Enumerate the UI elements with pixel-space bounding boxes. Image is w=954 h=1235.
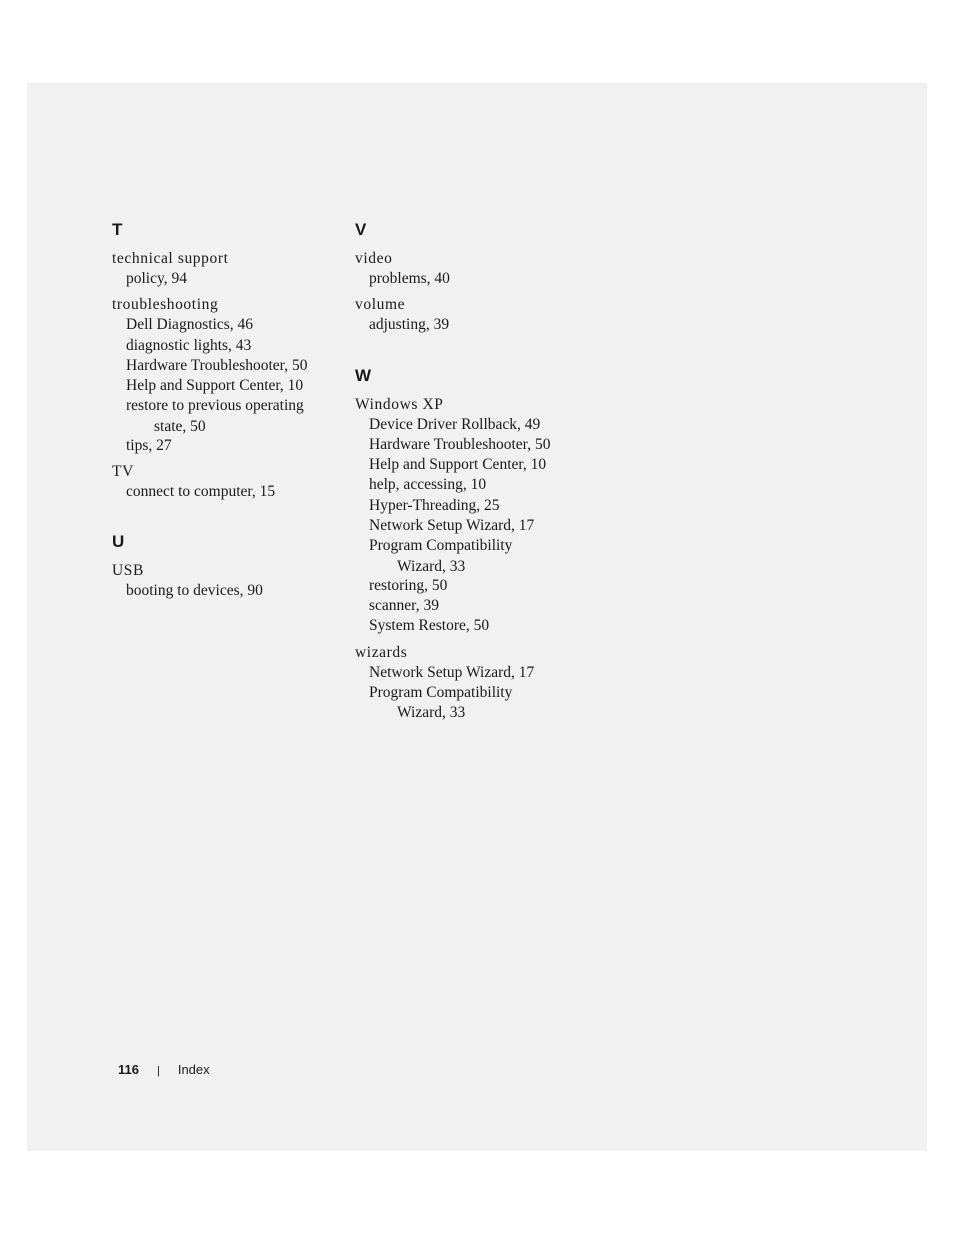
index-subentry: [355, 415, 585, 435]
subentry-text: help, accessing, 10: [369, 476, 487, 494]
index-subentry: [112, 482, 342, 502]
index-column-left: [112, 220, 342, 632]
subentry-text: tips, 27: [126, 436, 172, 454]
index-term: Windows XP: [355, 395, 444, 413]
subentry-text: problems, 40: [369, 270, 450, 287]
index-subentry: [355, 683, 585, 722]
page-number: 116: [118, 1062, 139, 1077]
index-subentry: [355, 616, 585, 636]
index-section-t: [112, 220, 342, 502]
subentry-text: scanner, 39: [369, 596, 439, 614]
index-section-u: [112, 532, 342, 601]
subentry-text: diagnostic lights, 43: [126, 336, 252, 354]
index-term: technical support: [112, 250, 229, 267]
page-footer: [118, 1061, 210, 1080]
subentry-text: Program Compatibility: [369, 537, 513, 555]
subentry-continuation: Wizard, 33: [397, 557, 466, 575]
subentry-text: Hardware Troubleshooter, 50: [369, 435, 551, 453]
index-entry: [112, 561, 342, 601]
index-subentry: [355, 269, 585, 289]
subentry-text: Program Compatibility: [369, 683, 513, 701]
index-subentry: [112, 396, 342, 435]
index-subentry: [112, 376, 342, 396]
footer-section-title: Index: [177, 1062, 210, 1077]
index-subentry: [355, 576, 585, 596]
subentry-text: connect to computer, 15: [126, 483, 276, 501]
subentry-text: adjusting, 39: [369, 316, 450, 334]
index-subentry: [355, 596, 585, 616]
index-subentry: [112, 581, 342, 601]
index-subentry: [355, 475, 585, 495]
subentry-text: restoring, 50: [369, 576, 448, 594]
index-subentry: [112, 336, 342, 356]
subentry-continuation: Wizard, 33: [397, 704, 466, 722]
subentry-text: Device Driver Rollback, 49: [369, 415, 541, 433]
index-subentry: [112, 269, 342, 289]
page-sheet: [27, 83, 927, 1151]
section-letter: W: [355, 365, 372, 385]
index-entry: [112, 462, 342, 502]
subentry-continuation: state, 50: [154, 417, 206, 435]
index-term: troubleshooting: [112, 296, 219, 314]
index-term: video: [355, 250, 393, 267]
subentry-text: Network Setup Wizard, 17: [369, 517, 535, 535]
index-entry: [355, 295, 585, 335]
subentry-text: Hyper-Threading, 25: [369, 496, 500, 514]
index-term: volume: [355, 296, 406, 314]
subentry-text: restore to previous operating: [126, 397, 304, 415]
section-letter: T: [112, 220, 123, 239]
index-section-w: [355, 366, 585, 723]
index-subentry: [355, 663, 585, 683]
index-subentry: [355, 435, 585, 455]
index-subentry: [112, 436, 342, 456]
index-subentry: [355, 536, 585, 575]
subentry-text: booting to devices, 90: [126, 582, 263, 600]
index-subentry: [112, 315, 342, 335]
index-subentry: [355, 516, 585, 536]
subentry-text: Help and Support Center, 10: [126, 377, 304, 395]
footer-separator: |: [156, 1065, 160, 1077]
subentry-text: policy, 94: [126, 270, 187, 287]
index-entry: [355, 643, 585, 723]
index-subentry: [355, 315, 585, 335]
index-term: USB: [112, 562, 144, 580]
index-term: wizards: [355, 643, 408, 661]
index-entry: [112, 249, 342, 289]
index-entry: [355, 249, 585, 289]
index-subentry: [112, 356, 342, 376]
index-subentry: [355, 496, 585, 516]
index-column-right: [355, 220, 585, 752]
index-entry: [112, 295, 342, 456]
index-subentry: [355, 455, 585, 475]
index-section-v: [355, 220, 585, 336]
subentry-text: Dell Diagnostics, 46: [126, 316, 253, 334]
subentry-text: Network Setup Wizard, 17: [369, 663, 535, 681]
subentry-text: System Restore, 50: [369, 617, 490, 635]
subentry-text: Hardware Troubleshooter, 50: [126, 356, 308, 374]
section-letter: U: [112, 532, 125, 552]
subentry-text: Help and Support Center, 10: [369, 456, 547, 474]
section-letter: V: [355, 220, 367, 239]
index-entry: [355, 395, 585, 637]
index-term: TV: [112, 463, 134, 481]
